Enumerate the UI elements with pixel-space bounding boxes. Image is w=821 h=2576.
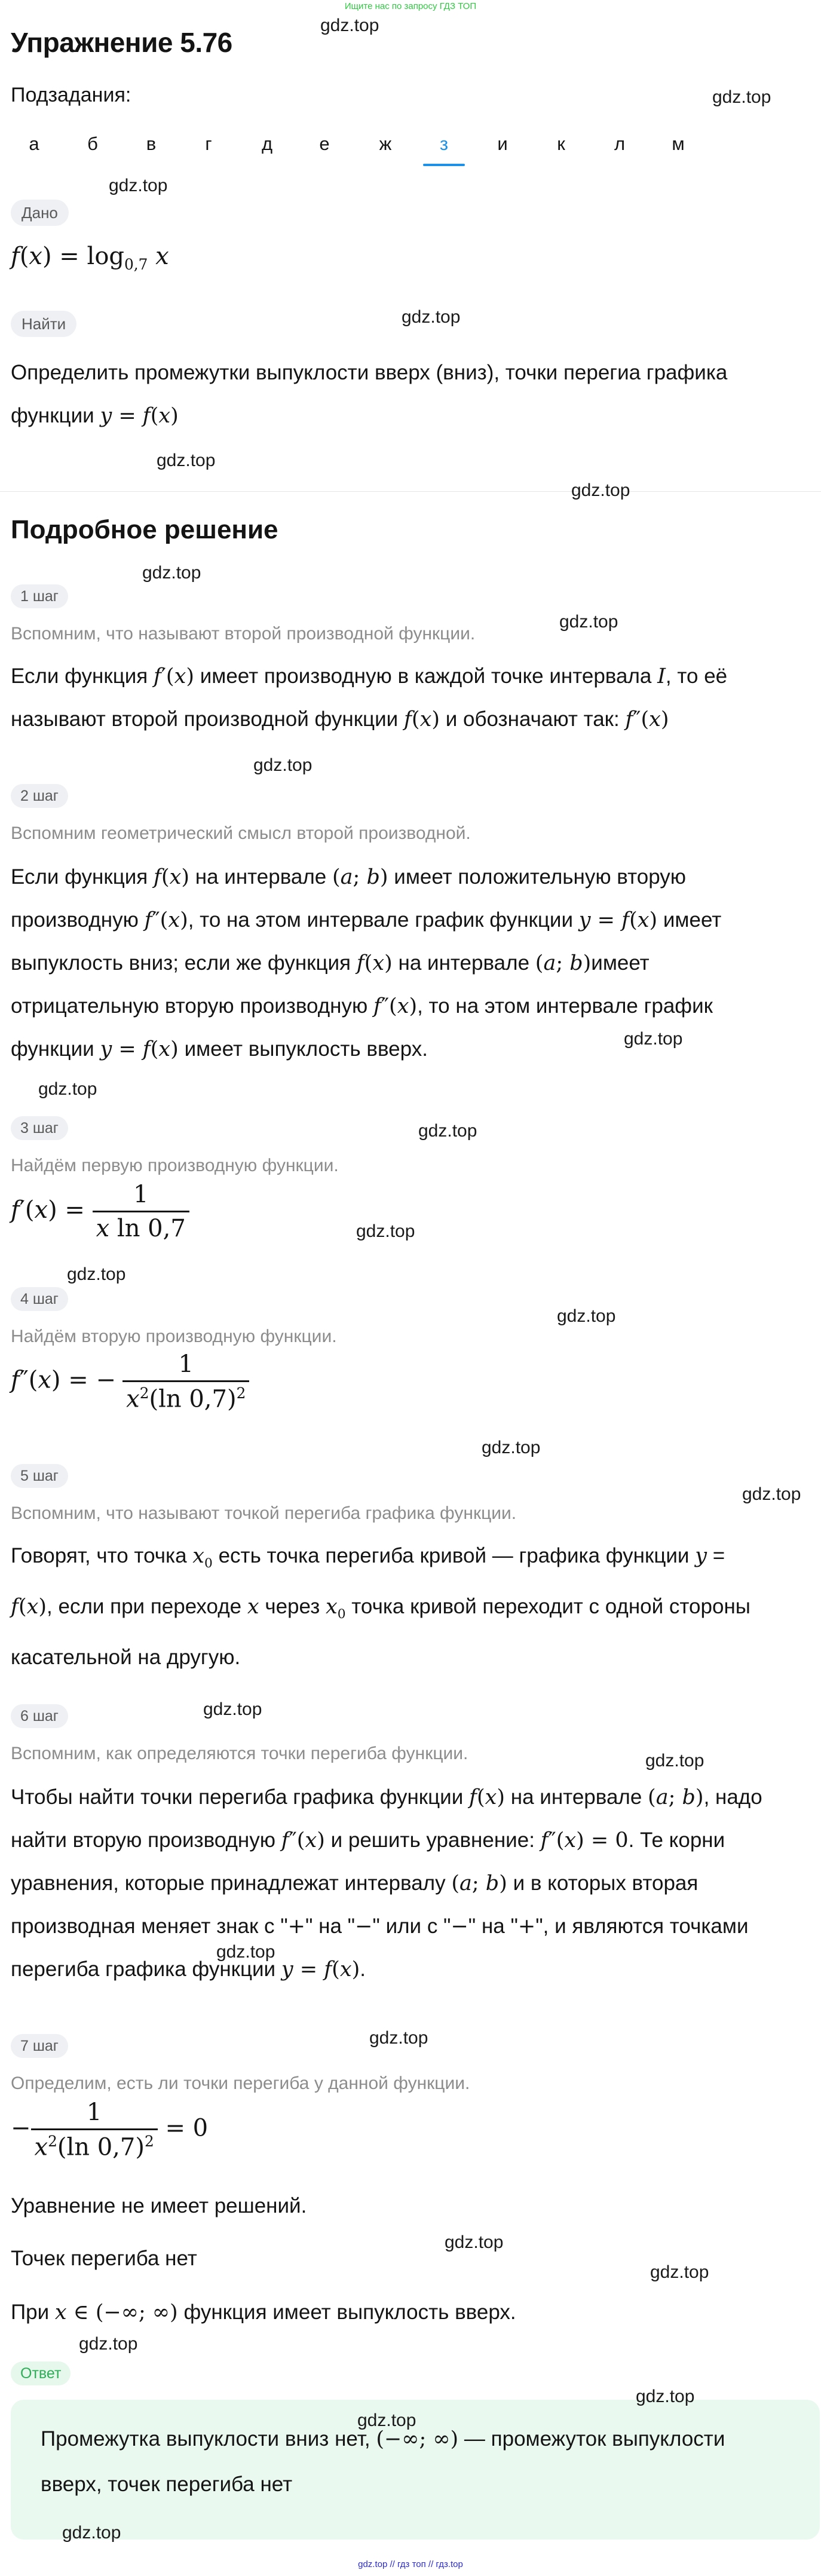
- step-5-text: Говорят, что точка $x_0$ есть точка перегиба кривой — графика функции y = f(x), если при переходе x через $x_0$ точка кривой переходит с одной стороны касательной на другую.: [11, 1544, 750, 1669]
- watermark: gdz.top: [369, 2028, 428, 2048]
- tab-m[interactable]: м: [672, 133, 685, 154]
- footer-links[interactable]: gdz.top // гдз топ // гдз.top: [358, 2559, 463, 2569]
- subtask-tabs: [11, 124, 811, 171]
- solution-title: Подробное решение: [11, 515, 278, 544]
- watermark: gdz.top: [645, 1751, 704, 1771]
- page-title: Упражнение 5.76: [11, 27, 232, 58]
- step-4-formula: f″(x) = − $\frac{1}{x^2(\ln 0,7)^2}$: [11, 1350, 249, 1413]
- watermark: gdz.top: [109, 176, 168, 195]
- step-4-chip: 4 шаг: [11, 1287, 68, 1311]
- watermark: gdz.top: [67, 1264, 126, 1284]
- tab-zh[interactable]: ж: [379, 133, 392, 154]
- watermark: gdz.top: [62, 2523, 121, 2543]
- watermark: gdz.top: [650, 2262, 709, 2282]
- watermark: gdz.top: [624, 1029, 683, 1049]
- given-formula: $f(x) = \log_{0,7} x$: [11, 243, 169, 273]
- top-banner[interactable]: Ищите нас по запросу ГДЗ ТОП: [344, 1, 477, 11]
- step-2-hint: Вспомним геометрический смысл второй производной.: [11, 823, 471, 843]
- watermark: gdz.top: [203, 1699, 262, 1719]
- step-6-chip: 6 шаг: [11, 1704, 68, 1728]
- step-7-formula: − $\frac{1}{x^2(\ln 0,7)^2}$ = 0: [11, 2099, 209, 2161]
- tab-z[interactable]: з: [423, 124, 465, 166]
- find-chip: Найти: [11, 311, 76, 337]
- tab-a[interactable]: а: [29, 133, 39, 154]
- step-7-chip: 7 шаг: [11, 2034, 68, 2058]
- tab-i[interactable]: и: [497, 133, 508, 154]
- watermark: gdz.top: [356, 1221, 415, 1241]
- watermark: gdz.top: [216, 1942, 275, 1962]
- step-4-hint: Найдём вторую производную функции.: [11, 1327, 337, 1346]
- section-divider: [0, 491, 821, 492]
- tab-d[interactable]: д: [261, 133, 273, 154]
- step-1-hint: Вспомним, что называют второй производной функции.: [11, 624, 476, 644]
- watermark: gdz.top: [418, 1121, 477, 1141]
- watermark: gdz.top: [636, 2387, 695, 2406]
- watermark: gdz.top: [79, 2334, 138, 2354]
- step-7-no-solutions: Уравнение не имеет решений.: [11, 2194, 307, 2217]
- step-6-text: Чтобы найти точки перегиба графика функции f(x) на интервале (a; b), надо найти вторую производную f″(x) и решить уравнение: f″(x) = 0. Те корни уравнения, которые принадлежат интервалу (a; b) и в которых вторая производная меняет знак с "+" на "−" или с "−" на "+", и являются точками перегиба графика функции y = f(x).: [11, 1785, 762, 1981]
- answer-text: Промежутка выпуклости вниз нет, (−∞; ∞) — промежуток выпуклости вверх, точек перегиба нет: [41, 2427, 725, 2496]
- tab-l[interactable]: л: [614, 133, 626, 154]
- answer-chip: Ответ: [11, 2361, 71, 2385]
- watermark: gdz.top: [253, 755, 313, 775]
- step-3-chip: 3 шаг: [11, 1116, 68, 1140]
- step-5-chip: 5 шаг: [11, 1464, 68, 1488]
- find-text: Определить промежутки выпуклости вверх (вниз), точки перегиа графика функции y = f(x): [11, 361, 728, 428]
- step-2-chip: 2 шаг: [11, 784, 68, 808]
- watermark: gdz.top: [38, 1079, 97, 1099]
- step-7-hint: Определим, есть ли точки перегиба у данной функции.: [11, 2073, 470, 2093]
- step-6-hint: Вспомним, как определяются точки перегиба функции.: [11, 1744, 468, 1763]
- step-3-hint: Найдём первую производную функции.: [11, 1156, 339, 1175]
- watermark: gdz.top: [142, 563, 201, 583]
- tab-b[interactable]: б: [87, 133, 98, 154]
- step-2-text: Если функция f(x) на интервале (a; b) имеет положительную вторую производную f″(x), то на этом интервале график функции y = f(x) имеет выпуклость вниз; если же функция f(x) на интервале (a; b)имеет отрицательную вторую производную f″(x), то на этом интервале график функции y = f(x) имеет выпуклость вверх.: [11, 865, 722, 1061]
- step-7-conclusion: При x ∈ (−∞; ∞) функция имеет выпуклость вверх.: [11, 2301, 516, 2324]
- watermark: gdz.top: [402, 307, 461, 327]
- watermark: gdz.top: [557, 1306, 616, 1326]
- step-1-chip: 1 шаг: [11, 584, 68, 608]
- subtasks-label: Подзадания:: [11, 84, 131, 106]
- watermark: gdz.top: [320, 16, 379, 35]
- step-3-formula: f′(x) = $\frac{1}{\text{x ln 0,7}}$: [11, 1181, 189, 1242]
- watermark: gdz.top: [482, 1438, 541, 1457]
- watermark: gdz.top: [559, 612, 618, 632]
- step-5-hint: Вспомним, что называют точкой перегиба графика функции.: [11, 1503, 517, 1523]
- watermark: gdz.top: [571, 480, 630, 500]
- given-chip: Дано: [11, 200, 69, 226]
- watermark: gdz.top: [712, 87, 771, 107]
- tab-e[interactable]: е: [319, 133, 330, 154]
- watermark: gdz.top: [742, 1484, 801, 1504]
- step-1-text: Если функция f′(x) имеет производную в каждой точке интервала I, то её называют второй производной функции f(x) и обозначают так: f″(x): [11, 664, 728, 731]
- tab-v[interactable]: в: [146, 133, 157, 154]
- step-7-no-points: Точек перегиба нет: [11, 2247, 197, 2270]
- tab-k[interactable]: к: [557, 133, 565, 154]
- tab-g[interactable]: г: [205, 133, 212, 154]
- watermark: gdz.top: [445, 2232, 504, 2252]
- watermark: gdz.top: [157, 451, 216, 470]
- watermark: gdz.top: [357, 2410, 416, 2430]
